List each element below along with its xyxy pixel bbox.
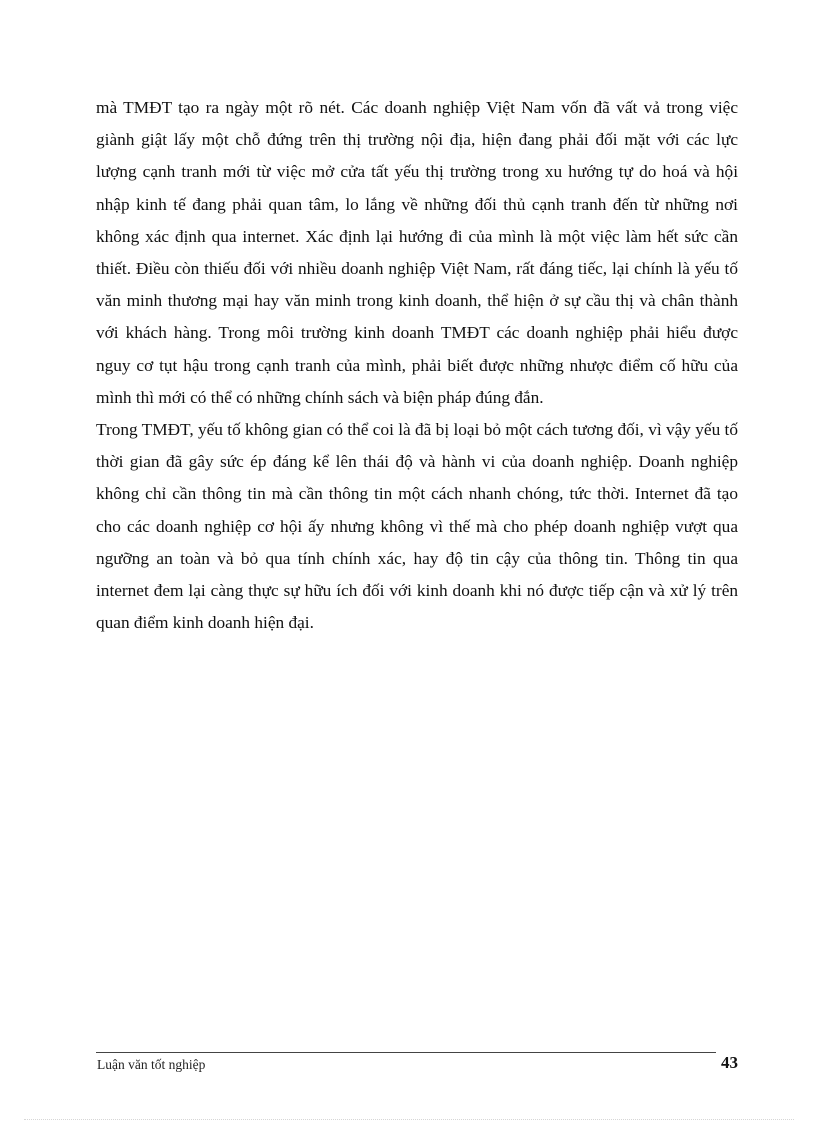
paragraph-1: mà TMĐT tạo ra ngày một rõ nét. Các doanh nghiệp Việt Nam vốn đã vất vả trong việc giành giật lấy một chỗ đứng trên thị trường nội địa, hiện đang phải đối mặt với các lực lượng cạnh tranh mới từ việc mở cửa tất yếu thị trường trong xu hướng tự do hoá và hội nhập kinh tế đang phải quan tâm, lo lắng về những đối thủ cạnh tranh đến từ những nơi không xác định qua internet. Xác định lại hướng đi của mình là một việc làm hết sức cần thiết. Điều còn thiếu đối với nhiều doanh nghiệp Việt Nam, rất đáng tiếc, lại chính là yếu tố văn minh thương mại hay văn minh trong kinh doanh, thể hiện ở sự cầu thị và chân thành với khách hàng. Trong môi trường kinh doanh TMĐT các doanh nghiệp phải hiểu được nguy cơ tụt hậu trong cạnh tranh của mình, phải biết được những nhược điểm cố hữu của mình thì mới có thể có những chính sách và biện pháp đúng đắn.	[96, 98, 738, 407]
paragraph-2: Trong TMĐT, yếu tố không gian có thể coi là đã bị loại bỏ một cách tương đối, vì vậy yếu tố thời gian đã gây sức ép đáng kể lên thái độ và hành vi của doanh nghiệp. Doanh nghiệp không chỉ cần thông tin mà cần thông tin một cách nhanh chóng, tức thời. Internet đã tạo cho các doanh nghiệp cơ hội ấy nhưng không vì thế mà cho phép doanh nghiệp vượt qua ngưỡng an toàn và bỏ qua tính chính xác, hay độ tin cậy của thông tin. Thông tin qua internet đem lại càng thực sự hữu ích đối với kinh doanh khi nó được tiếp cận và xử lý trên quan điểm kinh doanh hiện đại.	[96, 420, 738, 633]
footer-title: Luận văn tốt nghiệp	[97, 1057, 206, 1072]
page-bottom-border	[24, 1119, 794, 1120]
body-text	[96, 92, 738, 639]
footer-divider	[96, 1052, 716, 1053]
page-number: 43	[721, 1053, 738, 1072]
